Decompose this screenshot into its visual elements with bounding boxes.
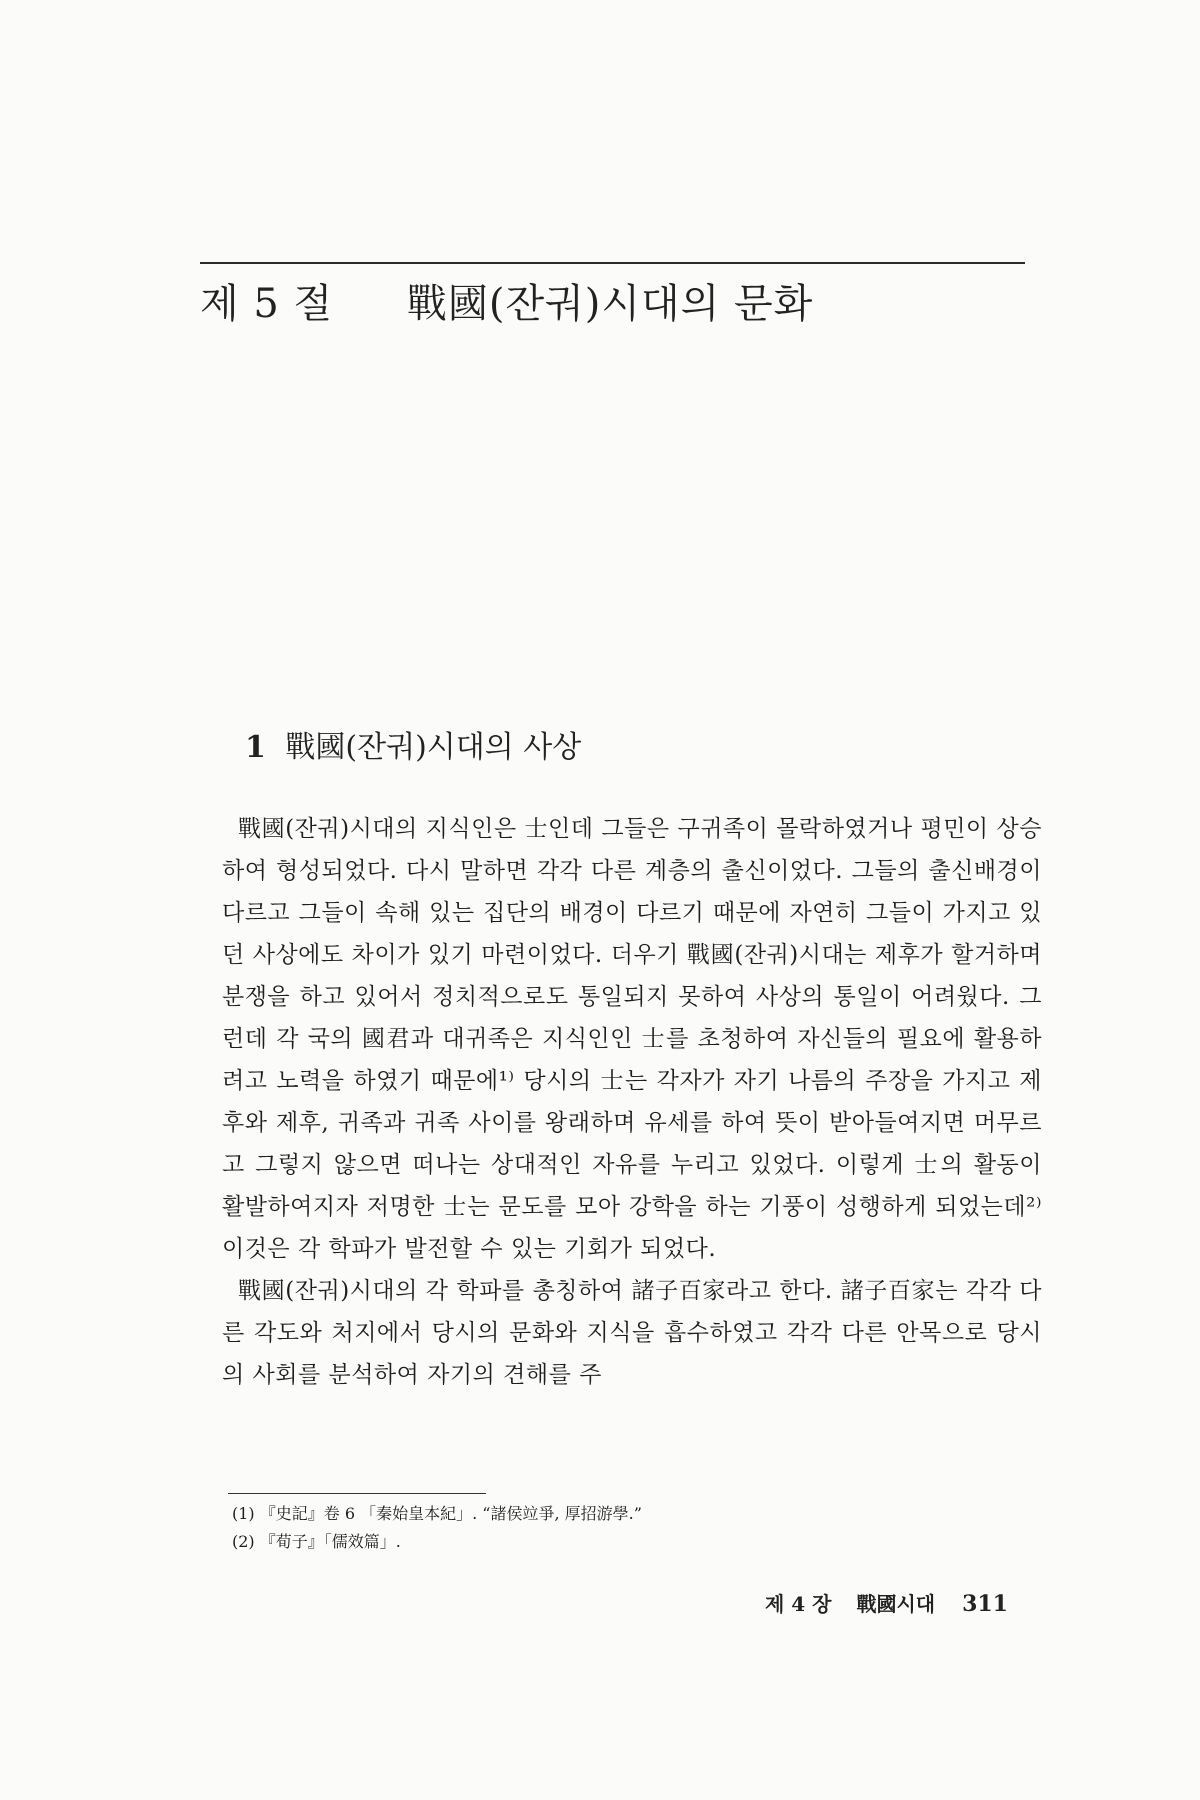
subsection-number: 1 (245, 730, 266, 765)
body-text (222, 808, 1042, 1396)
footnotes (232, 1500, 642, 1556)
top-rule (200, 262, 1025, 264)
running-footer (765, 1588, 1008, 1617)
paragraph: 戰國(잔궈)시대의 지식인은 士인데 그들은 구귀족이 몰락하였거나 평민이 상승하여 형성되었다. 다시 말하면 각각 다른 계층의 출신이었다. 그들의 출신배경이 다르고 그들이 속해 있는 집단의 배경이 다르기 때문에 자연히 그들이 가지고 있던 사상에도 차이가 있기 마련이었다. 더우기 戰國(잔궈)시대는 제후가 할거하며 분쟁을 하고 있어서 정치적으로도 통일되지 못하여 사상의 통일이 어려웠다. 그런데 각 국의 國君과 대귀족은 지식인인 士를 초청하여 자신들의 필요에 활용하려고 노력을 하였기 때문에¹⁾ 당시의 士는 각자가 자기 나름의 주장을 가지고 제후와 제후, 귀족과 귀족 사이를 왕래하며 유세를 하여 뜻이 받아들여지면 머무르고 그렇지 않으면 떠나는 상대적인 자유를 누리고 있었다. 이렇게 士의 활동이 활발하여지자 저명한 士는 문도를 모아 강학을 하는 기풍이 성행하게 되었는데²⁾ 이것은 각 학파가 발전할 수 있는 기회가 되었다. (222, 816, 1042, 1262)
section-number: 제 5 절 (200, 281, 334, 327)
footer-chapter: 제 4 장 (765, 1592, 832, 1616)
paragraph: 戰國(잔궈)시대의 각 학파를 총칭하여 諸子百家라고 한다. 諸子百家는 각각 다른 각도와 처지에서 당시의 문화와 지식을 흡수하였고 각각 다른 안목으로 당시의 사회를 분석하여 자기의 견해를 주 (222, 1278, 1042, 1388)
subsection-heading (245, 722, 581, 766)
section-heading (200, 272, 813, 329)
footnote: (1) 『史記』卷 6 「秦始皇本紀」. “諸侯竝爭, 厚招游學.” (232, 1504, 642, 1523)
subsection-title: 戰國(잔궈)시대의 사상 (285, 730, 582, 765)
section-title: 戰國(잔궈)시대의 문화 (406, 281, 814, 327)
footnote: (2) 『荀子』「儒效篇」. (232, 1532, 401, 1551)
footnote-rule (228, 1493, 486, 1494)
page-number: 311 (962, 1591, 1008, 1617)
footer-title: 戰國시대 (856, 1592, 936, 1616)
